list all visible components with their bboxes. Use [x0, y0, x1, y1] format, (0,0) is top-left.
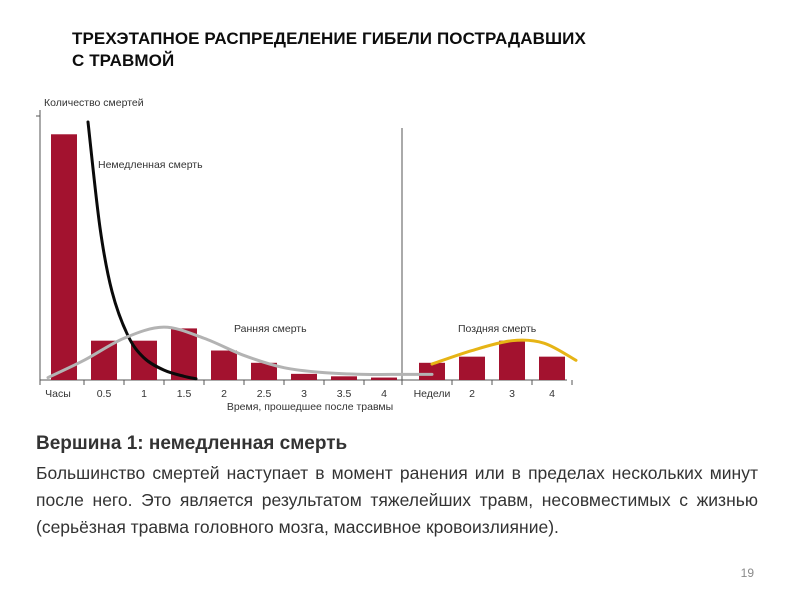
- body-heading: Вершина 1: немедленная смерть: [36, 433, 348, 454]
- x-tick-label: 1.5: [176, 388, 192, 400]
- bar: [211, 351, 237, 380]
- trauma-death-chart: [0, 88, 800, 418]
- x-tick-label: 2.5: [256, 388, 272, 400]
- page-number: 19: [740, 566, 754, 580]
- x-tick-label: 3.5: [336, 388, 352, 400]
- x-tick-label: 3: [509, 388, 515, 400]
- slide-title-line-2: С ТРАВМОЙ: [72, 51, 175, 70]
- y-axis-label: Количество смертей: [44, 97, 144, 109]
- x-tick-label: 0.5: [96, 388, 112, 400]
- x-tick-label: 2: [469, 388, 475, 400]
- bar: [171, 328, 197, 380]
- x-tick-label: 1: [141, 388, 147, 400]
- bar: [539, 357, 565, 380]
- body-text: [36, 432, 758, 541]
- immediate-death-label: Немедленная смерть: [98, 159, 203, 171]
- body-paragraph: Большинство смертей наступает в момент ранения или в пределах нескольких минут после него. Это является результатом тяжелейших травм, несовместимых с жизнью (серьёзная травма головного мозга, массивное кровоизлияние).: [36, 463, 758, 537]
- slide-title-line-1: ТРЕХЭТАПНОЕ РАСПРЕДЕЛЕНИЕ ГИБЕЛИ ПОСТРАДАВШИХ: [72, 29, 586, 48]
- x-tick-label: Часы: [45, 388, 71, 400]
- bar: [371, 378, 397, 380]
- slide-title: [72, 28, 712, 72]
- x-tick-label: Недели: [413, 388, 451, 400]
- early-death-label: Ранняя смерть: [234, 323, 307, 335]
- bar: [291, 374, 317, 380]
- bar: [91, 341, 117, 380]
- x-tick-label: 3: [301, 388, 307, 400]
- chart-bars: [51, 134, 565, 380]
- x-axis-label: Время, прошедшее после травмы: [226, 401, 394, 413]
- x-tick-label: 2: [221, 388, 227, 400]
- x-tick-label: 4: [549, 388, 555, 400]
- bar: [51, 134, 77, 380]
- x-tick-label: 4: [381, 388, 387, 400]
- bar: [331, 376, 357, 380]
- bar: [499, 341, 525, 380]
- bar: [459, 357, 485, 380]
- late-death-label: Поздняя смерть: [458, 323, 537, 335]
